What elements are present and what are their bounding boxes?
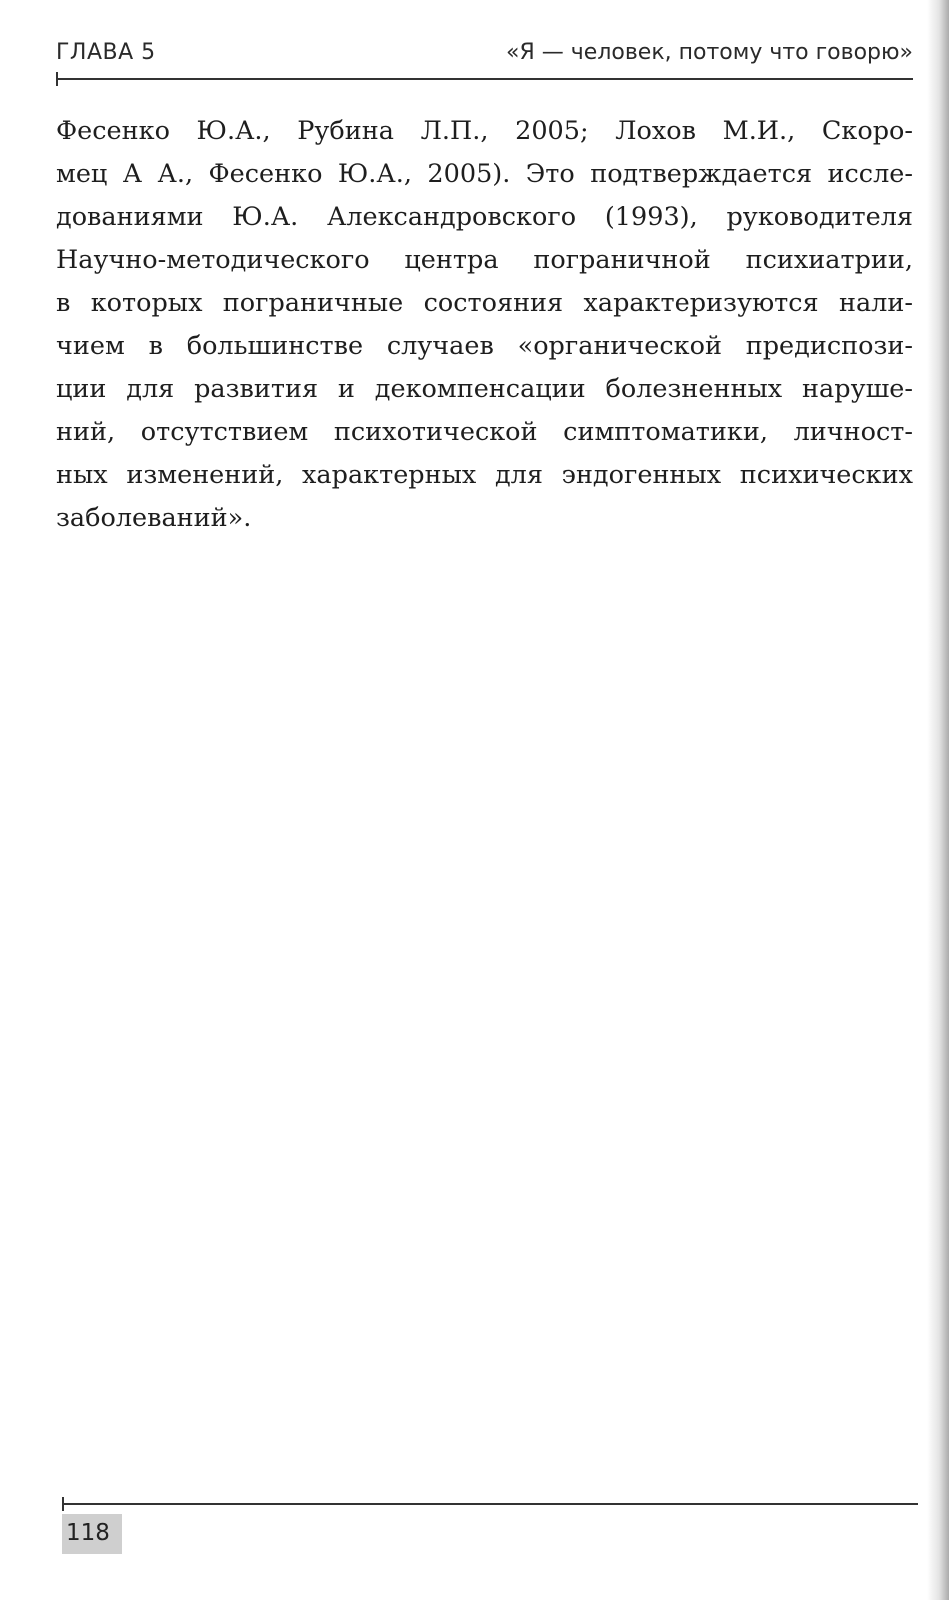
text-line: заболеваний». [56,503,252,533]
body-paragraph [56,110,913,540]
chapter-title: «Я — человек, потому что говорю» [506,40,913,65]
running-head [56,36,913,72]
chapter-label: ГЛАВА 5 [56,40,156,65]
page-number-box [62,1514,122,1554]
page-number: 118 [66,1520,110,1546]
text-line: дованиями Ю.А. Александровского (1993), руководителя [56,202,913,232]
header-rule [56,78,913,80]
text-line: ции для развития и декомпенсации болезненных наруше- [56,374,913,404]
text-line: Научно-методического центра пограничной психиатрии, [56,245,913,275]
text-line: в которых пограничные состояния характеризуются нали- [56,288,913,318]
page-edge-shadow [927,0,949,1600]
footer-rule [62,1503,918,1505]
text-line: мец А А., Фесенко Ю.А., 2005). Это подтверждается иссле- [56,159,913,189]
text-line: ных изменений, характерных для эндогенных психических [56,460,913,490]
text-line: Фесенко Ю.А., Рубина Л.П., 2005; Лохов М.И., Скоро- [56,116,913,146]
text-line: чием в большинстве случаев «органической предиспози- [56,331,913,361]
text-line: ний, отсутствием психотической симптоматики, личност- [56,417,913,447]
